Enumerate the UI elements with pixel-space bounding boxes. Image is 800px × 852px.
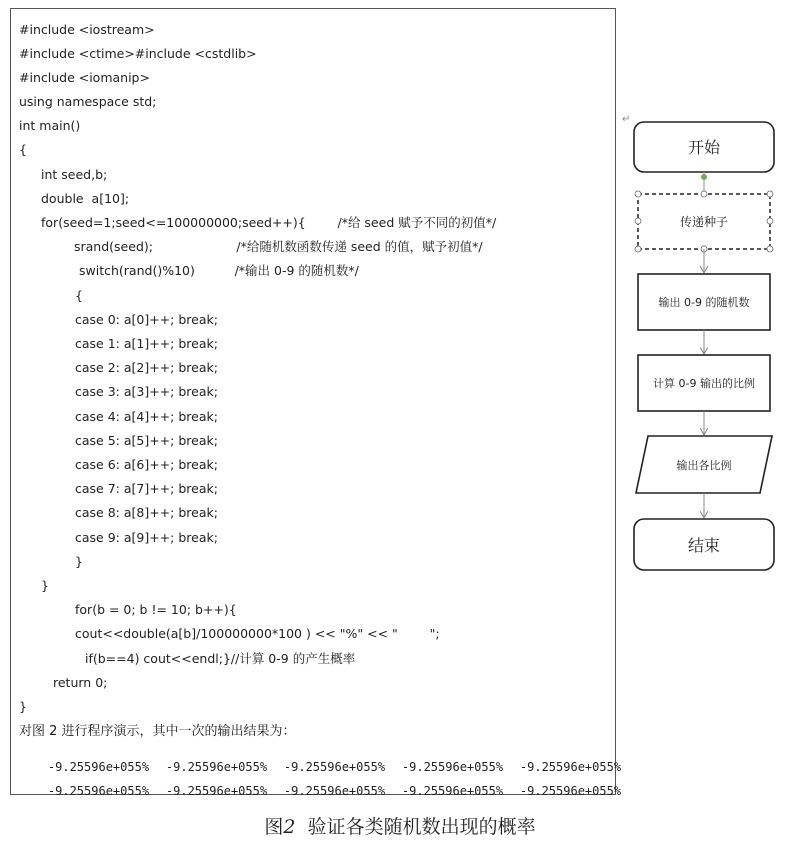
selection-handle: [767, 246, 773, 252]
code-line: case 4: a[4]++; break;: [75, 409, 218, 424]
output-value: -9.25596e+055%: [47, 760, 150, 774]
code-line: switch(rand()%10) /*输出 0-9 的随机数*/: [79, 263, 359, 278]
selection-handle: [767, 191, 773, 197]
code-line: #include <iomanip>: [19, 70, 150, 85]
code-line: case 2: a[2]++; break;: [75, 360, 218, 375]
code-line: case 7: a[7]++; break;: [75, 481, 218, 496]
output-value: -9.25596e+055%: [401, 760, 504, 774]
selection-handle: [635, 218, 641, 224]
code-line: cout<<double(a[b]/100000000*100 ) << "%" << " ";: [75, 626, 440, 641]
code-panel: [10, 8, 622, 798]
code-line: {: [75, 288, 83, 303]
figure-title: 验证各类随机数出现的概率: [307, 816, 536, 838]
code-line: int seed,b;: [41, 167, 108, 182]
selection-handle: [635, 246, 641, 252]
output-value: -9.25596e+055%: [165, 760, 268, 774]
code-line: double a[10];: [41, 191, 130, 206]
flow-process-compute-ratio-label: 计算 0-9 输出的比例: [653, 377, 755, 390]
flow-process-output-random-label: 输出 0-9 的随机数: [658, 296, 750, 309]
code-line: case 1: a[1]++; break;: [75, 336, 218, 351]
figure-caption: [0, 812, 800, 839]
output-value: -9.25596e+055%: [283, 760, 386, 774]
code-line: srand(seed); /*给随机数函数传递 seed 的值，赋予初值*/: [74, 239, 483, 254]
figure-number-prefix: 图: [264, 816, 284, 838]
result-caption: 对图 2 进行程序演示，其中一次的输出结果为：: [19, 724, 296, 739]
flow-process-pass-seed-label: 传递种子: [679, 215, 729, 229]
code-line: using namespace std;: [19, 94, 157, 109]
code-line: }: [19, 699, 27, 714]
selection-handle: [767, 218, 773, 224]
code-line: case 6: a[6]++; break;: [75, 457, 218, 472]
code-line: int main(): [19, 118, 81, 133]
output-value: -9.25596e+055%: [283, 784, 386, 798]
connection-point: [701, 174, 707, 180]
selection-handle: [701, 191, 707, 197]
output-value: -9.25596e+055%: [519, 784, 622, 798]
code-line: #include <ctime>#include <cstdlib>: [19, 46, 257, 61]
code-line: case 9: a[9]++; break;: [75, 530, 218, 545]
code-line: }: [75, 554, 83, 569]
output-value: -9.25596e+055%: [401, 784, 504, 798]
output-value: -9.25596e+055%: [519, 760, 622, 774]
code-line: case 5: a[5]++; break;: [75, 433, 218, 448]
output-value: -9.25596e+055%: [165, 784, 268, 798]
selection-handle: [635, 191, 641, 197]
code-line: for(b = 0; b != 10; b++){: [75, 602, 237, 617]
figure-number: 2: [283, 816, 296, 838]
code-line: #include <iostream>: [19, 22, 155, 37]
flowchart: [622, 100, 792, 575]
paragraph-mark: ↵: [622, 114, 631, 125]
code-line: case 0: a[0]++; break;: [75, 312, 218, 327]
flow-io-output-ratios-label: 输出各比例: [676, 459, 732, 472]
code-line: {: [19, 142, 27, 157]
output-value: -9.25596e+055%: [47, 784, 150, 798]
code-line: case 8: a[8]++; break;: [75, 505, 218, 520]
code-line: if(b==4) cout<<endl;}//计算 0-9 的产生概率: [85, 651, 356, 666]
code-line: case 3: a[3]++; break;: [75, 384, 218, 399]
code-line: return 0;: [53, 675, 108, 690]
flow-end-label: 结束: [687, 536, 721, 555]
code-line: for(seed=1;seed<=100000000;seed++){ /*给 seed 赋予不同的初值*/: [41, 215, 497, 230]
code-line: }: [41, 578, 49, 593]
flow-start-label: 开始: [687, 138, 721, 157]
output-row: [19, 770, 638, 812]
